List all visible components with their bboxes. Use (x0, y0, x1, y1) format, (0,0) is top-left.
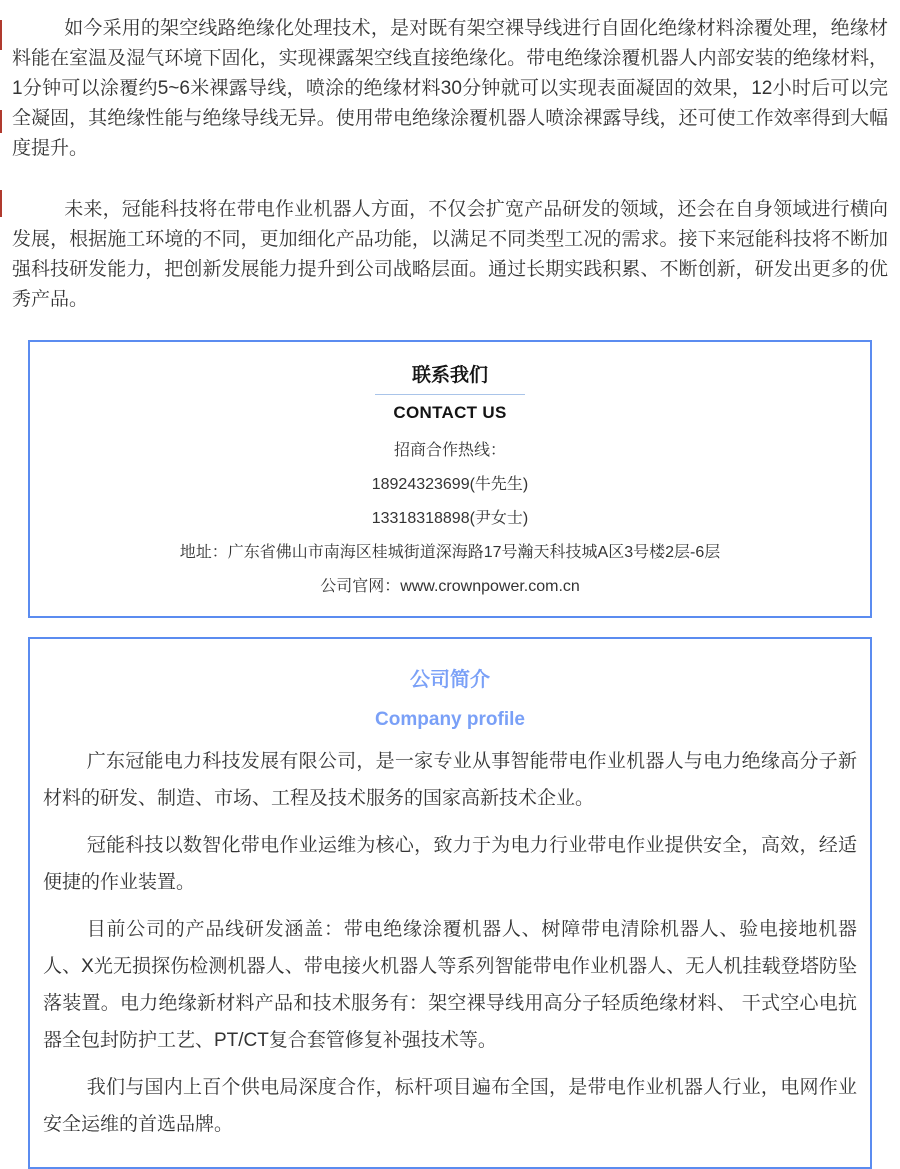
left-edge-artifact (0, 20, 2, 50)
intro-paragraph-2: 未来，冠能科技将在带电作业机器人方面，不仅会扩宽产品研发的领域，还会在自身领域进行横向发展，根据施工环境的不同，更加细化产品功能，以满足不同类型工况的需求。接下来冠能科技将不断加强科技研发能力，把创新发展能力提升到公司战略层面。通过长期实践积累、不断创新，研发出更多的优秀产品。 (12, 199, 888, 310)
profile-title-chinese: 公司简介 (410, 669, 490, 691)
hotline-label: 招商合作热线： (393, 442, 506, 459)
company-address: 地址：广东省佛山市南海区桂城街道深海路17号瀚天科技城A区3号楼2层-6层 (179, 544, 721, 561)
company-website: 公司官网：www.crownpower.com.cn (320, 578, 580, 595)
contact-title-english: CONTACT US (393, 403, 507, 422)
contact-panel (28, 340, 872, 618)
contact-title-divider (375, 394, 525, 395)
contact-title-chinese: 联系我们 (411, 365, 488, 386)
profile-paragraph-4: 我们与国内上百个供电局深度合作，标杆项目遍布全国，是带电作业机器人行业，电网作业安全运维的首选品牌。 (43, 1077, 857, 1135)
profile-paragraph-2: 冠能科技以数智化带电作业运维为核心，致力于为电力行业带电作业提供安全，高效，经适便捷的作业装置。 (43, 835, 857, 893)
left-edge-artifact (0, 110, 2, 133)
intro-paragraph-1: 如今采用的架空线路绝缘化处理技术，是对既有架空裸导线进行自固化绝缘材料涂覆处理，绝缘材料能在室温及湿气环境下固化，实现裸露架空线直接绝缘化。带电绝缘涂覆机器人内部安装的绝缘材料，1分钟可以涂覆约5~6米裸露导线，喷涂的绝缘材料30分钟就可以实现表面凝固的效果，12小时后可以完全凝固，其绝缘性能与绝缘导线无异。使用带电绝缘涂覆机器人喷涂裸露导线，还可使工作效率得到大幅度提升。 (12, 18, 888, 159)
left-edge-artifact (0, 190, 2, 217)
phone-number-1: 18924323699(牛先生) (371, 476, 529, 493)
profile-title-english: Company profile (375, 709, 525, 730)
company-profile-panel (28, 637, 872, 1169)
phone-number-2: 13318318898(尹女士) (371, 510, 529, 527)
profile-paragraph-3: 目前公司的产品线研发涵盖：带电绝缘涂覆机器人、树障带电清除机器人、验电接地机器人、X光无损探伤检测机器人、带电接火机器人等系列智能带电作业机器人、无人机挂载登塔防坠落装置。电力绝缘新材料产品和技术服务有：架空裸导线用高分子轻质绝缘材料、 干式空心电抗器全包封防护工艺、PT/CT复合套管修复补强技术等。 (43, 919, 857, 1051)
profile-paragraph-1: 广东冠能电力科技发展有限公司，是一家专业从事智能带电作业机器人与电力绝缘高分子新材料的研发、制造、市场、工程及技术服务的国家高新技术企业。 (43, 751, 857, 809)
